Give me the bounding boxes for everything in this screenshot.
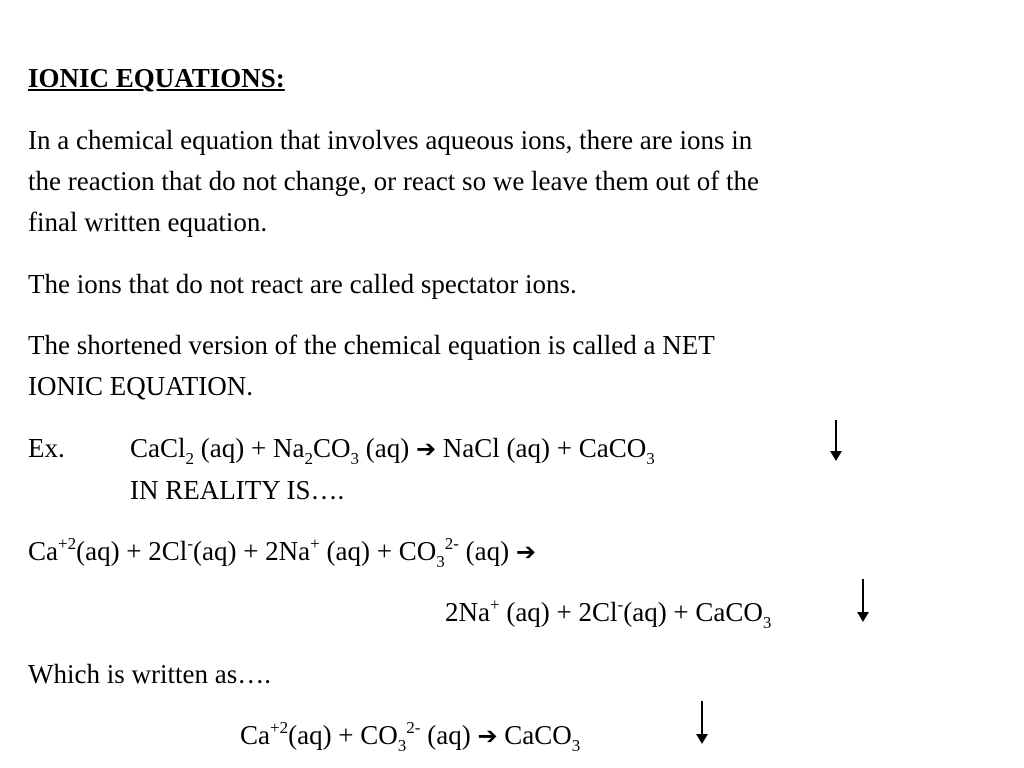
subscript: 3: [397, 736, 407, 755]
formula-text: (aq): [458, 536, 516, 566]
formula-text: CO: [312, 433, 351, 463]
paragraph-line: IONIC EQUATION.: [28, 371, 253, 401]
precipitate-arrow-icon: [829, 420, 843, 462]
right-arrow-icon: ➔: [415, 435, 437, 463]
subscript: 2: [185, 449, 195, 468]
superscript: +: [489, 595, 500, 614]
formula-text: (aq) + CaCO: [623, 597, 763, 627]
paragraph-line: final written equation.: [28, 207, 268, 237]
right-arrow-icon: ➔: [515, 538, 536, 566]
precipitate-arrow-icon: [856, 579, 870, 623]
paragraph-line: In a chemical equation that involves aqueous ions, there are ions in: [28, 125, 753, 155]
formula-text: (aq) + 2Cl: [76, 536, 188, 566]
formula-text: Ca: [28, 536, 58, 566]
ionic-products: [445, 592, 771, 632]
formula-text: CaCl: [130, 433, 186, 463]
page-title: IONIC EQUATIONS:: [28, 63, 285, 93]
formula-text: NaCl (aq) + CaCO: [436, 433, 647, 463]
subscript: 3: [436, 552, 445, 571]
superscript: 2-: [406, 718, 421, 737]
formula-text: (aq) + CO: [319, 536, 437, 566]
formula-text: 2Na: [445, 597, 490, 627]
formula-text: (aq) + 2Na: [192, 536, 311, 566]
reality-text: IN REALITY IS….: [130, 475, 345, 505]
superscript: +2: [58, 534, 77, 553]
spectator-ions-text: The ions that do not react are called spectator ions.: [28, 269, 577, 299]
superscript: -: [187, 534, 193, 553]
subscript: 2: [304, 449, 313, 468]
right-arrow-icon: ➔: [477, 722, 498, 750]
formula-text: (aq) + 2Cl: [499, 597, 618, 627]
formula-text: (aq) + Na: [194, 433, 305, 463]
written-as-text: Which is written as….: [28, 659, 271, 689]
subscript: 3: [350, 449, 359, 468]
superscript: +2: [270, 718, 289, 737]
paragraph-line: The shortened version of the chemical equation is called a NET: [28, 330, 715, 360]
superscript: -: [617, 595, 624, 614]
subscript: 3: [571, 736, 581, 755]
formula-text: (aq): [358, 433, 416, 463]
formula-text: CaCO: [497, 720, 572, 750]
formula-text: Ca: [240, 720, 270, 750]
superscript: 2-: [444, 534, 459, 553]
example-label: Ex.: [28, 433, 65, 463]
precipitate-arrow-icon: [695, 701, 709, 745]
formula-text: (aq): [420, 720, 478, 750]
formula-text: (aq) + CO: [288, 720, 398, 750]
net-ionic-equation: [240, 715, 580, 756]
subscript: 3: [762, 613, 772, 632]
ionic-equation: [28, 531, 536, 572]
subscript: 3: [646, 449, 655, 468]
paragraph-line: the reaction that do not change, or react so we leave them out of the: [28, 166, 759, 196]
example-equation: [130, 428, 655, 469]
superscript: +: [310, 534, 320, 553]
